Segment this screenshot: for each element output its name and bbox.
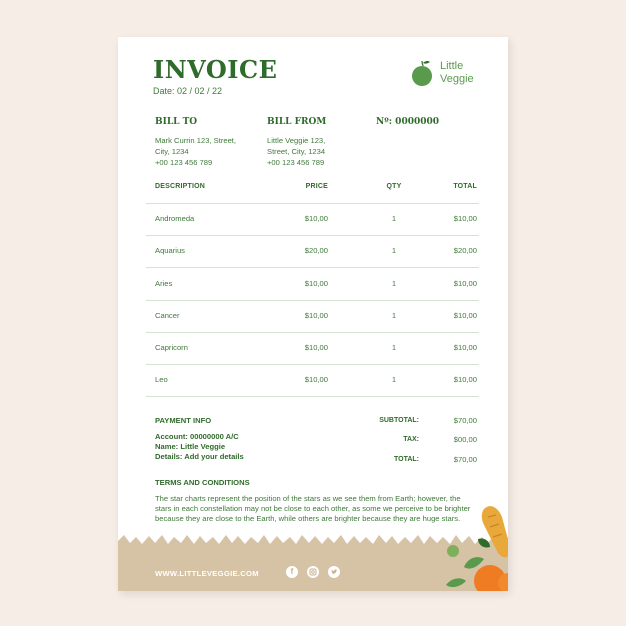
bill-from-line: Little Veggie 123, (267, 136, 326, 145)
terms-text: The star charts represent the position of the stars as we see them from Earth; however, the stars in each constellation may not be close to each other, as some we perceive to be brighter because they are close to the Earth, while others are brighter because they are huge stars. (155, 494, 471, 523)
row-price: $10,00 (304, 375, 328, 384)
orange-icon (474, 565, 508, 591)
bread-icon (482, 506, 508, 557)
tax-label: TAX: (403, 436, 419, 443)
invoice-number: Nº: 0000000 (376, 117, 440, 127)
invoice-page (118, 37, 508, 591)
col-header-price: PRICE (305, 183, 328, 190)
row-description: Leo (155, 375, 168, 384)
row-qty: 1 (391, 246, 397, 255)
payment-info-heading: PAYMENT INFO (155, 416, 212, 425)
payment-line: Account: 00000000 A/C (155, 432, 239, 441)
bill-to-heading: BILL TO (155, 117, 198, 127)
row-description: Capricorn (155, 343, 188, 352)
total-label: TOTAL: (393, 456, 419, 463)
row-price: $10,00 (304, 279, 328, 288)
brand-name-line2: Veggie (440, 73, 474, 85)
row-qty: 1 (391, 375, 397, 384)
terms-heading: TERMS AND CONDITIONS (155, 478, 250, 487)
subtotal-label: SUBTOTAL: (379, 417, 419, 424)
row-qty: 1 (391, 343, 397, 352)
row-description: Cancer (155, 311, 180, 320)
bill-from-line: +00 123 456 789 (267, 158, 325, 167)
row-description: Aries (155, 279, 173, 288)
brand-name-line1: Little (440, 60, 464, 72)
row-description: Andromeda (155, 214, 195, 223)
row-total: $10,00 (453, 279, 477, 288)
row-total: $10,00 (453, 375, 477, 384)
subtotal-value: $70,00 (453, 416, 477, 425)
row-total: $10,00 (453, 311, 477, 320)
tax-value: $00,00 (453, 435, 477, 444)
invoice-date: Date: 02 / 02 / 22 (153, 86, 223, 96)
footer-url[interactable]: WWW.LITTLEVEGGIE.COM (155, 569, 259, 578)
row-total: $10,00 (453, 343, 477, 352)
row-description: Aquarius (155, 246, 185, 255)
col-header-total: TOTAL (453, 183, 477, 190)
row-price: $10,00 (304, 343, 328, 352)
payment-line: Name: Little Veggie (155, 442, 226, 451)
row-total: $20,00 (453, 246, 477, 255)
col-header-qty: QTY (386, 183, 402, 190)
payment-line: Details: Add your details (155, 452, 244, 461)
row-price: $10,00 (304, 311, 328, 320)
total-value: $70,00 (453, 455, 477, 464)
vegetable-illustration (118, 37, 508, 591)
facebook-icon[interactable]: f (286, 566, 298, 578)
pea-icon (447, 545, 459, 557)
bill-to-line: City, 1234 (155, 147, 189, 156)
bill-from-heading: BILL FROM (267, 117, 327, 127)
row-price: $10,00 (304, 214, 328, 223)
invoice-title: INVOICE (153, 55, 278, 84)
row-price: $20,00 (304, 246, 328, 255)
row-qty: 1 (391, 214, 397, 223)
bill-from-line: Street, City, 1234 (267, 147, 326, 156)
row-total: $10,00 (453, 214, 477, 223)
row-qty: 1 (391, 279, 397, 288)
bill-to-line: +00 123 456 789 (155, 158, 213, 167)
bill-to-line: Mark Currin 123, Street, (155, 136, 237, 145)
row-qty: 1 (391, 311, 397, 320)
col-header-description: DESCRIPTION (155, 183, 206, 190)
